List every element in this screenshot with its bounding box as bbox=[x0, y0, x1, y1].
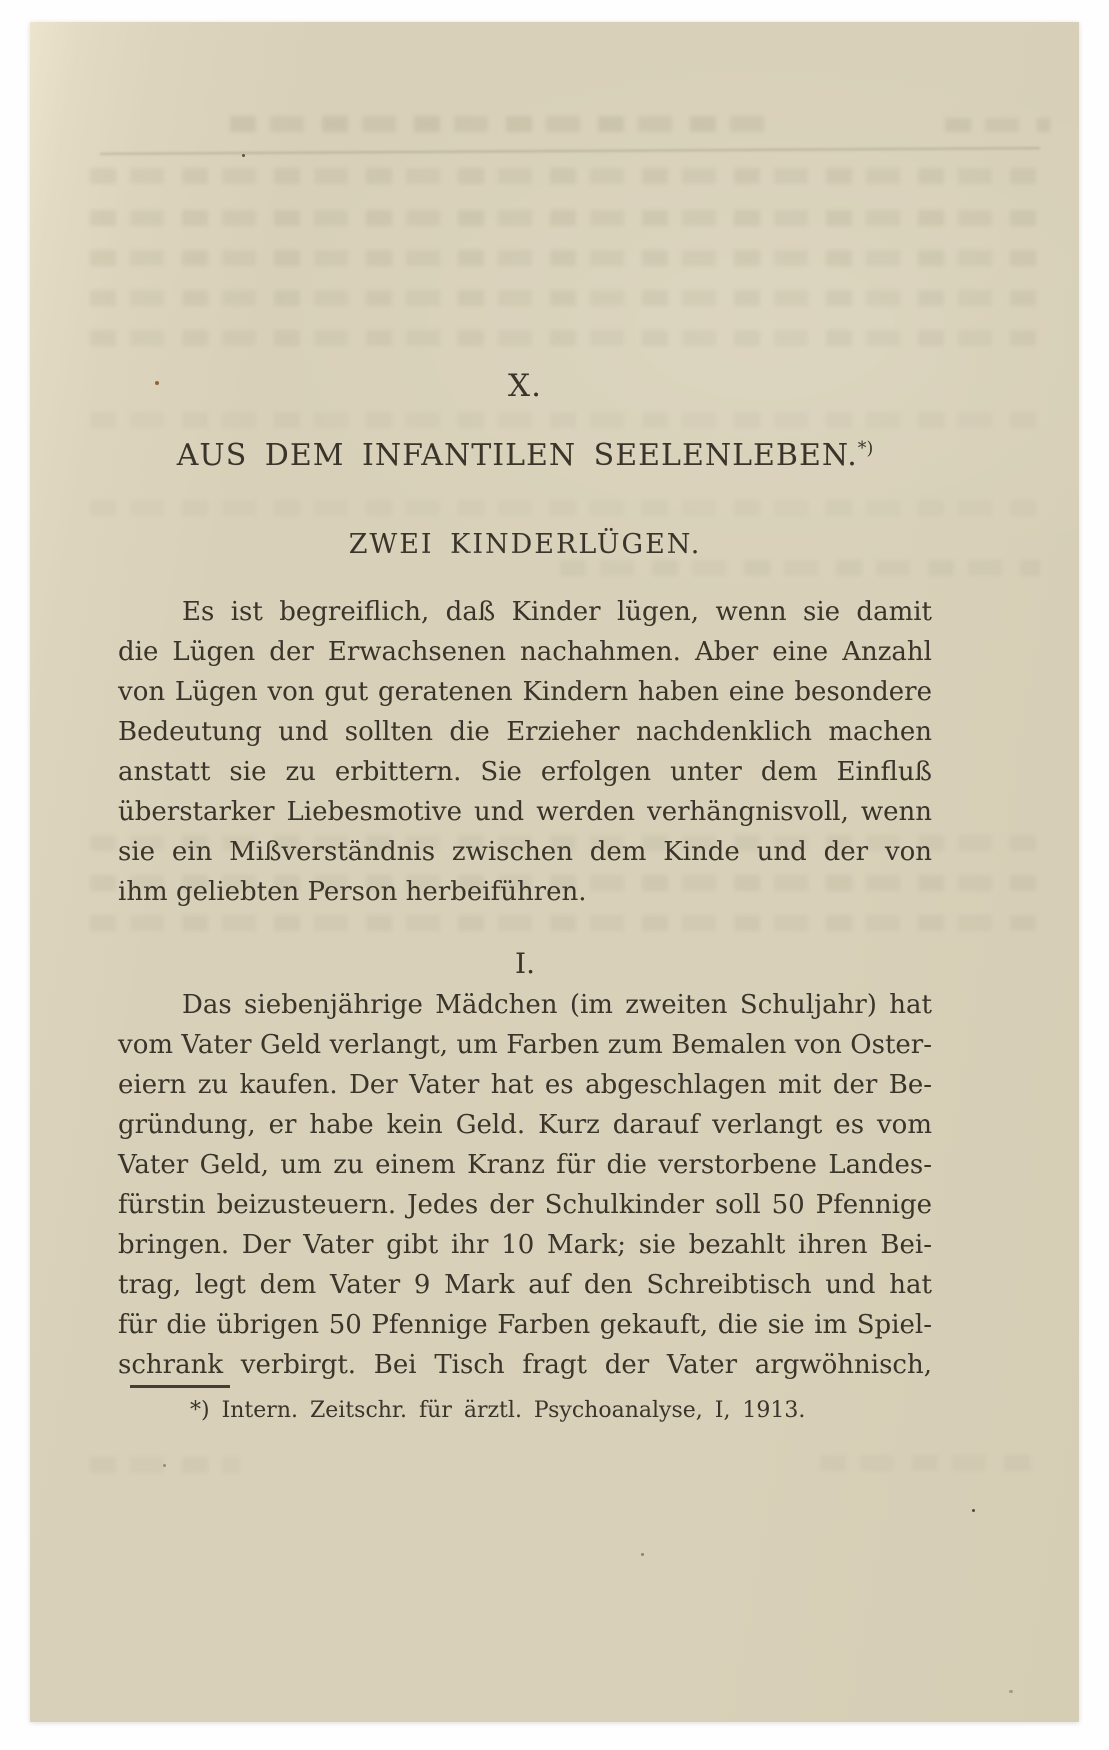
bleedthrough-text-row bbox=[90, 168, 1040, 184]
paper-speck bbox=[242, 154, 245, 157]
bleedthrough-text-row bbox=[90, 210, 1040, 226]
section-heading: I. bbox=[515, 947, 535, 980]
paper-speck bbox=[1009, 1690, 1013, 1693]
bleedthrough-text-row bbox=[90, 330, 1040, 346]
bleedthrough-text-row bbox=[90, 915, 1040, 931]
text-line: von Lügen von gut geratenen Kindern haben eine besondere bbox=[118, 677, 932, 707]
text-line: Vater Geld, um zu einem Kranz für die verstorbene Landes- bbox=[118, 1150, 932, 1180]
paper-speck bbox=[972, 1509, 975, 1512]
book-page bbox=[30, 22, 1079, 1722]
text-line: anstatt sie zu erbittern. Sie erfolgen unter dem Einfluß bbox=[118, 757, 932, 787]
text-line: Bedeutung und sollten die Erzieher nachdenklich machen bbox=[118, 717, 932, 747]
text-line: ihm geliebten Person herbeiführen. bbox=[118, 877, 587, 907]
scan-artifact-line bbox=[100, 147, 1040, 155]
text-line: überstarker Liebesmotive und werden verhängnisvoll, wenn bbox=[118, 797, 932, 827]
text-line: schrank verbirgt. Bei Tisch fragt der Vater argwöhnisch, bbox=[118, 1350, 932, 1380]
paragraph-1 bbox=[118, 592, 932, 912]
paper-speck bbox=[163, 1464, 166, 1467]
footnote-separator-rule bbox=[130, 1385, 230, 1388]
bleedthrough-text-row bbox=[90, 290, 1040, 306]
footnote-text: *) Intern. Zeitschr. für ärztl. Psychoanalyse, I, 1913. bbox=[190, 1398, 806, 1423]
title-footnote-marker: *) bbox=[857, 439, 874, 459]
bleedthrough-text-row bbox=[90, 412, 1040, 428]
bleedthrough-header-row bbox=[230, 116, 780, 132]
text-line: Das siebenjährige Mädchen (im zweiten Schuljahr) hat bbox=[182, 990, 932, 1020]
text-line: gründung, er habe kein Geld. Kurz darauf verlangt es vom bbox=[118, 1110, 932, 1140]
essay-subtitle: ZWEI KINDERLÜGEN. bbox=[348, 529, 702, 560]
bleedthrough-text-row bbox=[820, 1455, 1040, 1471]
text-line: Es ist begreiflich, daß Kinder lügen, wenn sie damit bbox=[182, 597, 932, 627]
chapter-title bbox=[118, 429, 932, 476]
chapter-number: X. bbox=[508, 368, 542, 404]
text-line: sie ein Mißverständnis zwischen dem Kinde und der von bbox=[118, 837, 932, 867]
paper-speck bbox=[155, 381, 159, 385]
chapter-title-text: AUS DEM INFANTILEN SEELENLEBEN. bbox=[176, 438, 858, 473]
paragraph-2 bbox=[118, 985, 932, 1385]
text-line: eiern zu kaufen. Der Vater hat es abgeschlagen mit der Be- bbox=[118, 1070, 932, 1100]
text-line: die Lügen der Erwachsenen nachahmen. Aber eine Anzahl bbox=[118, 637, 932, 667]
text-line: vom Vater Geld verlangt, um Farben zum Bemalen von Oster- bbox=[118, 1030, 932, 1060]
bleedthrough-text-row bbox=[90, 500, 1040, 516]
text-line: trag, legt dem Vater 9 Mark auf den Schreibtisch und hat bbox=[118, 1270, 932, 1300]
bleedthrough-page-number bbox=[945, 118, 1050, 132]
text-line: für die übrigen 50 Pfennige Farben gekauft, die sie im Spiel- bbox=[118, 1310, 932, 1340]
text-line: fürstin beizusteuern. Jedes der Schulkinder soll 50 Pfennige bbox=[118, 1190, 932, 1220]
bleedthrough-text-row bbox=[90, 250, 1040, 266]
text-line: bringen. Der Vater gibt ihr 10 Mark; sie bezahlt ihren Bei- bbox=[118, 1230, 932, 1260]
paper-speck bbox=[641, 1553, 644, 1556]
